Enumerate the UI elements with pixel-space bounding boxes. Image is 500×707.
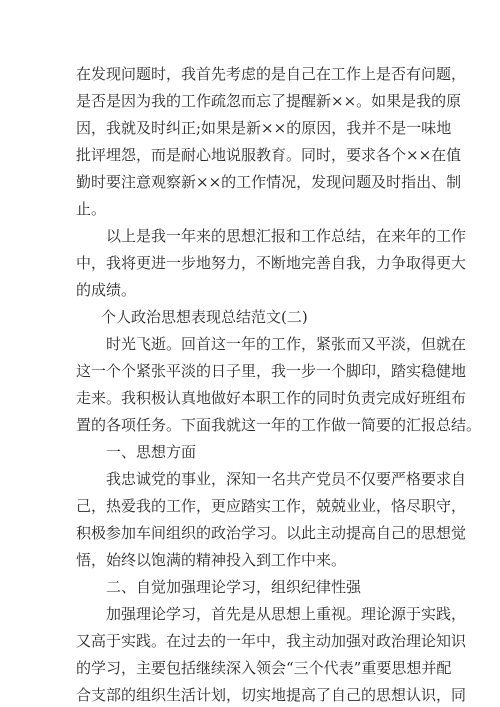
subsection-heading: 一、思想方面 (106, 443, 197, 461)
text-line: 时光飞逝。回首这一年的工作，紧张而又平淡，但就在 (106, 335, 467, 353)
text-line: 己，热爱我的工作，更应踏实工作，兢兢业业，恪尽职守， (76, 497, 467, 515)
text-line: 以上是我一年来的思想汇报和工作总结，在来年的工作 (106, 227, 467, 245)
text-line: 中，我将更进一步地努力，不断地完善自我，力争取得更大 (76, 254, 467, 272)
text-line: 是否是因为我的工作疏忽而忘了提醒新××。如果是我的原 (76, 92, 462, 110)
text-line: 合支部的组织生活计划，切实地提高了自己的思想认识，同 (76, 686, 467, 704)
text-line: 又高于实践。在过去的一年中，我主动加强对政治理论知识 (76, 632, 467, 650)
text-line: 悟，始终以饱满的精神投入到工作中来。 (76, 551, 347, 569)
subsection-heading: 二、自觉加强理论学习，组织纪律性强 (106, 578, 362, 596)
text-line: 积极参加车间组织的政治学习。以此主动提高自己的思想觉 (76, 524, 467, 542)
text-line: 勤时要注意观察新××的工作情况，发现问题及时指出、制 (76, 173, 462, 191)
text-line: 我忠诚党的事业，深知一名共产党员不仅要严格要求自 (106, 470, 467, 488)
text-line: 走来。我积极认真地做好本职工作的同时负责完成好班组布 (76, 389, 467, 407)
text-line: 的成绩。 (76, 281, 137, 299)
text-line: 因，我就及时纠正;如果是新××的原因，我并不是一味地 (76, 119, 452, 137)
section-title: 个人政治思想表现总结范文(二) (101, 308, 308, 326)
text-line: 在发现问题时，我首先考虑的是自己在工作上是否有问题， (76, 65, 467, 83)
text-line: 这一个个紧张平淡的日子里，我一步一个脚印，踏实稳健地 (76, 362, 467, 380)
text-line: 止。 (76, 200, 107, 218)
text-line: 置的各项任务。下面我就这一年的工作做一简要的汇报总结。 (76, 416, 482, 434)
text-line: 批评埋怨，而是耐心地说服教育。同时，要求各个××在值 (76, 146, 462, 164)
text-line: 的学习，主要包括继续深入领会“三个代表”重要思想并配 (76, 659, 452, 677)
text-line: 加强理论学习，首先是从思想上重视。理论源于实践， (106, 605, 467, 623)
